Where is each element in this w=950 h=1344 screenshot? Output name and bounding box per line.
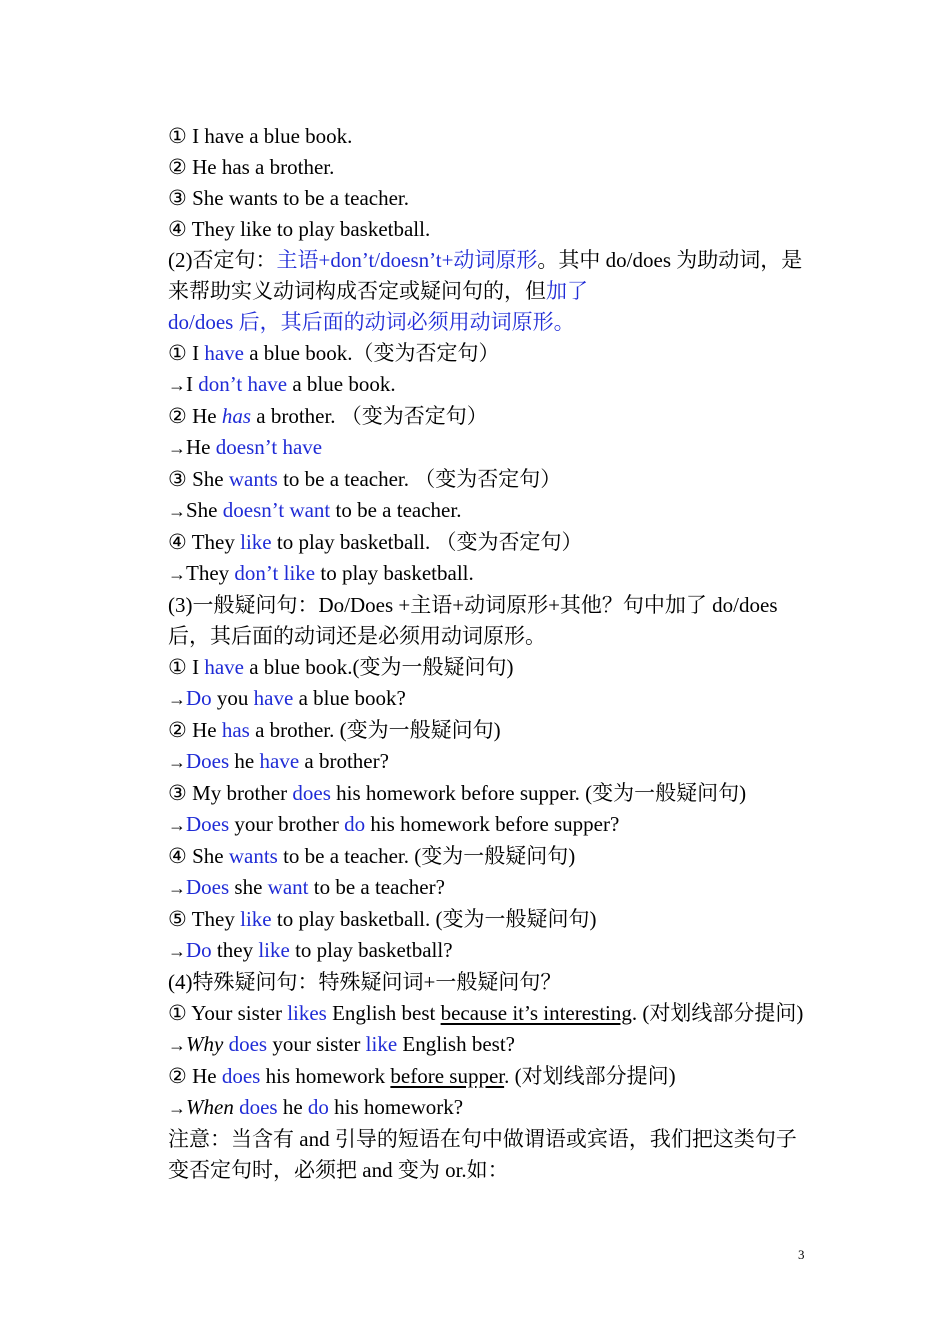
text-segment: don’t like — [234, 561, 316, 585]
text-line — [168, 152, 816, 183]
text-line — [168, 369, 816, 401]
text-segment: ① I have a blue book. — [168, 124, 353, 148]
text-segment: Does — [186, 875, 230, 899]
text-segment: ③ She wants to be a teacher. — [168, 186, 409, 210]
text-line — [168, 1124, 816, 1186]
text-line — [168, 935, 816, 967]
text-segment: wants — [228, 844, 278, 868]
text-segment: . (对划线部分提问) — [504, 1064, 676, 1088]
text-segment: has — [221, 718, 250, 742]
text-segment: She — [186, 498, 223, 522]
arrow-icon: → — [168, 501, 186, 521]
text-line — [168, 464, 816, 495]
text-segment: do — [344, 812, 366, 836]
text-segment: to be a teacher. — [330, 498, 462, 522]
text-line — [168, 214, 816, 245]
text-line — [168, 715, 816, 746]
document-body — [168, 121, 816, 1186]
text-segment: they — [211, 938, 259, 962]
text-segment: Does — [186, 812, 230, 836]
text-segment: she — [229, 875, 268, 899]
text-segment: 注意：当含有 and 引导的短语在句中做谓语或宾语，我们把这类句子变否定句时，必须把 and 变为 or.如： — [168, 1127, 797, 1182]
text-segment: They — [186, 561, 235, 585]
text-line — [168, 245, 816, 338]
text-segment: Why — [186, 1032, 224, 1056]
text-segment: a blue book.（变为否定句） — [243, 341, 500, 365]
text-segment: he — [229, 749, 260, 773]
text-segment: a blue book.(变为一般疑问句) — [243, 655, 514, 679]
text-segment: to play basketball. — [315, 561, 474, 585]
text-line — [168, 746, 816, 778]
text-segment: like — [365, 1032, 398, 1056]
text-segment: a brother. （变为否定句） — [251, 404, 488, 428]
text-line — [168, 527, 816, 558]
text-segment: want — [267, 875, 309, 899]
text-segment: ⑤ They — [168, 907, 241, 931]
text-segment: ② He — [168, 1064, 222, 1088]
text-segment: his homework before supper. (变为一般疑问句) — [330, 781, 747, 805]
text-segment: you — [211, 686, 254, 710]
text-segment: English best? — [397, 1032, 515, 1056]
text-segment: have — [204, 655, 244, 679]
text-segment: wants — [228, 467, 278, 491]
text-line — [168, 841, 816, 872]
text-segment: to play basketball. （变为否定句） — [271, 530, 583, 554]
text-segment: a blue book. — [287, 372, 396, 396]
text-segment: ③ My brother — [168, 781, 293, 805]
text-segment: before supper — [390, 1064, 505, 1088]
text-line — [168, 778, 816, 809]
text-segment: . (对划线部分提问) — [631, 1001, 804, 1025]
text-segment: 。其中 do/does 为助动词，是来帮助实义动词构成否定或疑问句的，但 — [168, 248, 803, 303]
text-line — [168, 121, 816, 152]
arrow-icon: → — [168, 878, 186, 898]
text-segment: his homework? — [328, 1095, 464, 1119]
arrow-icon: → — [168, 1098, 186, 1118]
text-segment: ④ They like to play basketball. — [168, 217, 431, 241]
text-segment: (4)特殊疑问句：特殊疑问词+一般疑问句？ — [168, 970, 562, 994]
text-segment: because it’s interesting — [440, 1001, 632, 1025]
text-segment: does — [221, 1064, 261, 1088]
text-segment: a brother. (变为一般疑问句) — [249, 718, 501, 742]
text-segment: to be a teacher. (变为一般疑问句) — [277, 844, 576, 868]
text-segment: ① I — [168, 341, 205, 365]
text-segment: have — [253, 686, 294, 710]
text-segment: like — [240, 907, 272, 931]
text-segment: Do — [186, 938, 212, 962]
text-segment: ④ They — [168, 530, 241, 554]
text-line — [168, 998, 816, 1029]
text-line — [168, 872, 816, 904]
text-segment: When — [186, 1095, 234, 1119]
text-segment: does — [292, 781, 331, 805]
text-line — [168, 183, 816, 214]
text-segment: ④ She — [168, 844, 229, 868]
text-line — [168, 338, 816, 369]
text-segment: English best — [326, 1001, 441, 1025]
text-line — [168, 1061, 816, 1092]
arrow-icon: → — [168, 689, 186, 709]
text-segment: to be a teacher. （变为否定句） — [277, 467, 562, 491]
text-segment: I — [186, 372, 199, 396]
arrow-icon: → — [168, 1035, 186, 1055]
text-segment: (3)一般疑问句：Do/Does +主语+动词原形+其他？句中加了 do/does 后，其后面的动词还是必须用动词原形。 — [168, 593, 778, 648]
text-segment: does — [239, 1095, 278, 1119]
text-segment: does — [228, 1032, 268, 1056]
text-segment: he — [277, 1095, 308, 1119]
text-segment: ② He — [168, 404, 222, 428]
text-segment: to play basketball. (变为一般疑问句) — [271, 907, 597, 931]
text-segment: his homework before supper? — [365, 812, 620, 836]
text-segment: has — [221, 404, 251, 428]
text-segment: a blue book? — [293, 686, 406, 710]
text-line — [168, 495, 816, 527]
text-segment: don’t have — [198, 372, 288, 396]
text-segment: ① Your sister — [168, 1001, 288, 1025]
text-line — [168, 652, 816, 683]
text-line — [168, 683, 816, 715]
text-segment: likes — [287, 1001, 327, 1025]
text-segment: to be a teacher? — [308, 875, 445, 899]
arrow-icon: → — [168, 941, 186, 961]
text-segment: He — [186, 435, 216, 459]
text-line — [168, 809, 816, 841]
arrow-icon: → — [168, 564, 186, 584]
text-segment: ② He has a brother. — [168, 155, 335, 179]
text-segment: ③ She — [168, 467, 229, 491]
text-segment: Does — [186, 749, 230, 773]
arrow-icon: → — [168, 375, 186, 395]
text-line — [168, 1029, 816, 1061]
text-segment: doesn’t have — [215, 435, 323, 459]
text-line — [168, 432, 816, 464]
text-segment: 主语+don’t/doesn’t+动词原形 — [276, 248, 538, 272]
text-segment: ② He — [168, 718, 222, 742]
text-segment: your brother — [229, 812, 345, 836]
text-line — [168, 401, 816, 432]
text-line — [168, 558, 816, 590]
text-line — [168, 904, 816, 935]
text-segment: Do — [186, 686, 212, 710]
text-line — [168, 590, 816, 652]
text-segment: have — [259, 749, 300, 773]
text-segment: doesn’t want — [222, 498, 331, 522]
text-segment: do/does 后，其后面的动词必须用动词原形。 — [168, 310, 575, 334]
text-segment: (2)否定句： — [168, 248, 277, 272]
text-segment: ① I — [168, 655, 205, 679]
text-segment: to play basketball? — [289, 938, 453, 962]
arrow-icon: → — [168, 752, 186, 772]
text-line — [168, 1092, 816, 1124]
text-segment: 加了 — [546, 279, 588, 303]
page-number: 3 — [798, 1247, 805, 1262]
text-segment: his homework — [260, 1064, 391, 1088]
arrow-icon: → — [168, 438, 186, 458]
text-segment: a brother? — [299, 749, 389, 773]
text-segment: do — [307, 1095, 329, 1119]
text-segment: your sister — [267, 1032, 366, 1056]
text-line — [168, 967, 816, 998]
text-segment: like — [258, 938, 290, 962]
text-segment: like — [240, 530, 272, 554]
text-segment: have — [204, 341, 244, 365]
arrow-icon: → — [168, 815, 186, 835]
